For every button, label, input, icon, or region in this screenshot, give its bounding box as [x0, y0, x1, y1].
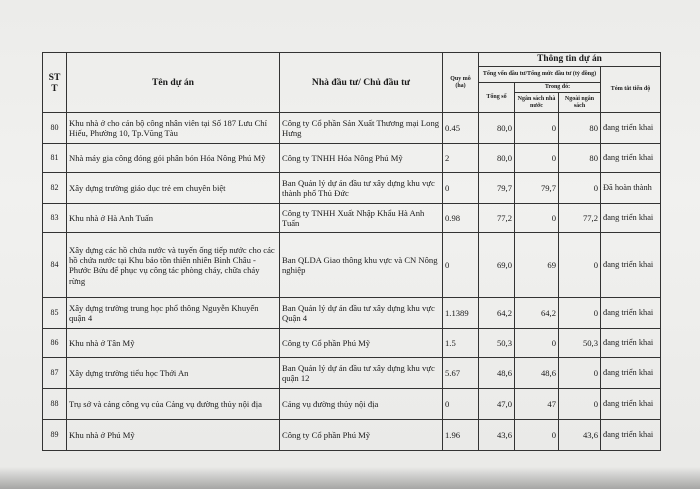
cell-project-name: Nhà máy gia công đóng gói phân bón Hóa Nông Phú Mỹ [67, 144, 280, 173]
table-row [43, 204, 661, 233]
cell-investor: Công ty Cổ phần Phú Mỹ [280, 329, 443, 358]
cell-non-budget: 0 [559, 173, 601, 204]
cell-state-budget: 0 [515, 204, 559, 233]
cell-investor: Công ty TNHH Xuất Nhập Khẩu Hà Anh Tuấn [280, 204, 443, 233]
cell-scale: 0.98 [443, 204, 479, 233]
header-total: Tổng số [479, 83, 515, 113]
cell-project-name: Xây dựng trường tiểu học Thới An [67, 358, 280, 389]
table-row [43, 113, 661, 144]
cell-scale: 1.1389 [443, 298, 479, 329]
table-row [43, 358, 661, 389]
cell-scale: 0 [443, 233, 479, 298]
cell-project-name: Xây dựng trường giáo dục trẻ em chuyên biệt [67, 173, 280, 204]
cell-scale: 0 [443, 173, 479, 204]
header-scale: Quy mô (ha) [443, 53, 479, 113]
cell-scale: 0 [443, 389, 479, 420]
header-status: Tóm tắt tiến độ [601, 67, 661, 113]
header-non-budget: Ngoài ngân sách [559, 93, 601, 113]
cell-status: đang triển khai [601, 298, 661, 329]
cell-scale: 1.96 [443, 420, 479, 451]
header-total-capital: Tổng vốn đầu tư/Tổng mức đầu tư (tỷ đồng) [479, 67, 601, 83]
header-stt: ST T [43, 53, 67, 113]
cell-project-name: Khu nhà ở Hà Anh Tuấn [67, 204, 280, 233]
cell-project-name: Khu nhà ở Tân Mỹ [67, 329, 280, 358]
cell-state-budget: 0 [515, 420, 559, 451]
cell-stt: 85 [43, 298, 67, 329]
cell-status: đang triển khai [601, 329, 661, 358]
cell-state-budget: 64,2 [515, 298, 559, 329]
cell-project-name: Trụ sở và cảng công vụ của Cảng vụ đường thủy nội địa [67, 389, 280, 420]
cell-total: 64,2 [479, 298, 515, 329]
header-project-name: Tên dự án [67, 53, 280, 113]
cell-non-budget: 77,2 [559, 204, 601, 233]
cell-total: 47,0 [479, 389, 515, 420]
cell-state-budget: 48,6 [515, 358, 559, 389]
cell-stt: 86 [43, 329, 67, 358]
cell-stt: 87 [43, 358, 67, 389]
table-row [43, 298, 661, 329]
cell-stt: 82 [43, 173, 67, 204]
cell-investor: Cảng vụ đường thủy nội địa [280, 389, 443, 420]
cell-project-name: Khu nhà ở cho cán bộ công nhân viên tại Số 187 Lưu Chí Hiếu, Phường 10, Tp.Vũng Tàu [67, 113, 280, 144]
table-row [43, 144, 661, 173]
cell-non-budget: 0 [559, 298, 601, 329]
cell-scale: 0.45 [443, 113, 479, 144]
table-row [43, 420, 661, 451]
project-table [42, 52, 661, 451]
cell-total: 50,3 [479, 329, 515, 358]
cell-status: đang triển khai [601, 113, 661, 144]
cell-project-name: Xây dựng các hồ chứa nước và tuyến ống tiếp nước cho các hồ chứa nước tại Khu bảo tồn thiên nhiên Bình Châu - Phước Bửu để phục vụ công tác phòng cháy, chữa cháy rừng [67, 233, 280, 298]
cell-non-budget: 50,3 [559, 329, 601, 358]
cell-investor: Công ty Cổ phần Phú Mỹ [280, 420, 443, 451]
cell-total: 77,2 [479, 204, 515, 233]
table-row [43, 389, 661, 420]
cell-scale: 5.67 [443, 358, 479, 389]
cell-state-budget: 0 [515, 329, 559, 358]
cell-status: đang triển khai [601, 420, 661, 451]
header-state-budget: Ngân sách nhà nước [515, 93, 559, 113]
table-row [43, 329, 661, 358]
table-row [43, 233, 661, 298]
cell-total: 43,6 [479, 420, 515, 451]
cell-non-budget: 0 [559, 358, 601, 389]
cell-investor: Công ty TNHH Hóa Nông Phú Mỹ [280, 144, 443, 173]
cell-non-budget: 80 [559, 144, 601, 173]
cell-total: 80,0 [479, 144, 515, 173]
cell-non-budget: 43,6 [559, 420, 601, 451]
cell-state-budget: 79,7 [515, 173, 559, 204]
cell-investor: Ban QLDA Giao thông khu vực và CN Nông nghiệp [280, 233, 443, 298]
cell-investor: Ban Quản lý dự án đầu tư xây dựng khu vực thành phố Thủ Đức [280, 173, 443, 204]
cell-stt: 84 [43, 233, 67, 298]
table-row [43, 173, 661, 204]
cell-non-budget: 80 [559, 113, 601, 144]
cell-stt: 81 [43, 144, 67, 173]
cell-state-budget: 0 [515, 113, 559, 144]
header-of-which: Trong đó: [515, 83, 601, 93]
cell-total: 48,6 [479, 358, 515, 389]
header-project-info: Thông tin dự án [479, 53, 661, 67]
page-bottom-shadow [0, 467, 700, 489]
cell-stt: 89 [43, 420, 67, 451]
cell-scale: 2 [443, 144, 479, 173]
cell-status: đang triển khai [601, 389, 661, 420]
cell-total: 80,0 [479, 113, 515, 144]
cell-stt: 80 [43, 113, 67, 144]
cell-state-budget: 69 [515, 233, 559, 298]
cell-scale: 1.5 [443, 329, 479, 358]
cell-stt: 83 [43, 204, 67, 233]
cell-total: 69,0 [479, 233, 515, 298]
cell-non-budget: 0 [559, 233, 601, 298]
cell-status: đang triển khai [601, 233, 661, 298]
cell-status: đang triển khai [601, 144, 661, 173]
header-investor: Nhà đầu tư/ Chủ đầu tư [280, 53, 443, 113]
cell-investor: Ban Quản lý dự án đầu tư xây dựng khu vực quận 12 [280, 358, 443, 389]
cell-status: đang triển khai [601, 204, 661, 233]
cell-non-budget: 0 [559, 389, 601, 420]
cell-project-name: Xây dựng trường trung học phổ thông Nguyễn Khuyến quận 4 [67, 298, 280, 329]
cell-investor: Ban Quản lý dự án đầu tư xây dựng khu vực Quận 4 [280, 298, 443, 329]
cell-project-name: Khu nhà ở Phú Mỹ [67, 420, 280, 451]
cell-investor: Công ty Cổ phần Sản Xuất Thương mại Long Hưng [280, 113, 443, 144]
cell-stt: 88 [43, 389, 67, 420]
cell-state-budget: 0 [515, 144, 559, 173]
cell-total: 79,7 [479, 173, 515, 204]
cell-status: đang triển khai [601, 358, 661, 389]
cell-status: Đã hoàn thành [601, 173, 661, 204]
cell-state-budget: 47 [515, 389, 559, 420]
